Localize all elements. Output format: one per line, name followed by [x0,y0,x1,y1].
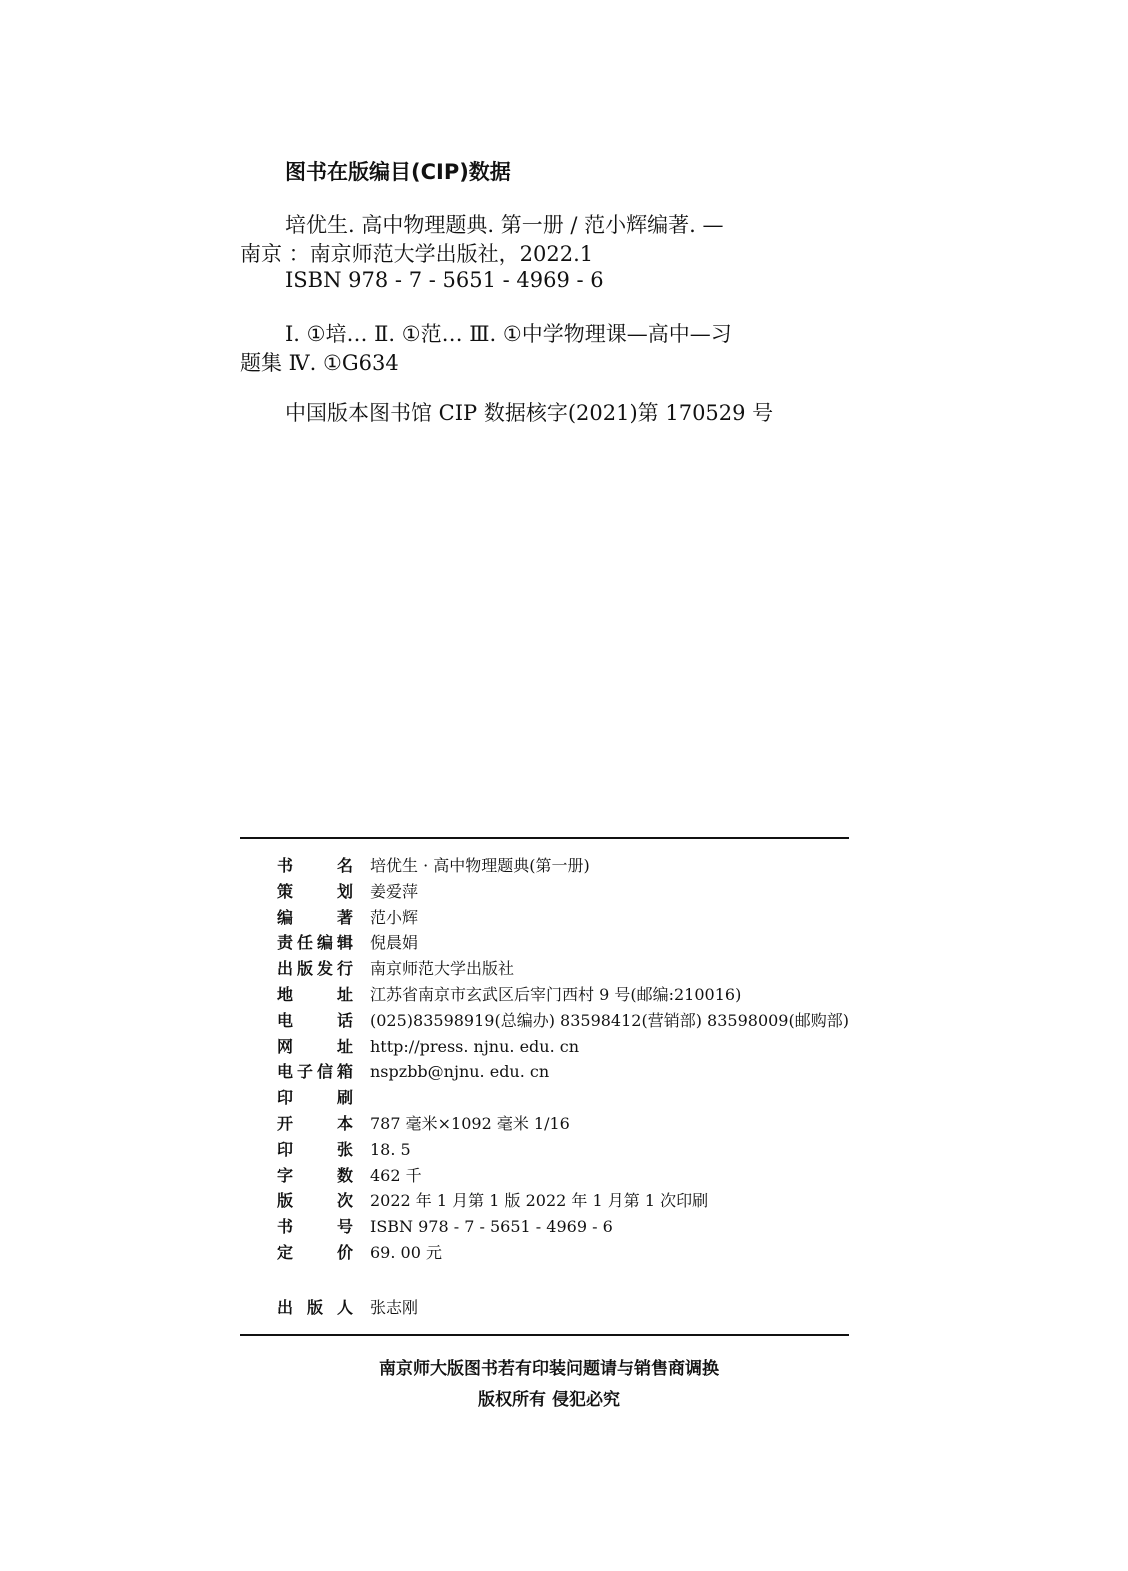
colophon-row-phone [277,1008,867,1034]
colophon-label: 责任编辑 [277,933,353,953]
colophon-label: 编著 [277,907,353,927]
colophon-value: 培优生 · 高中物理题典(第一册) [370,856,590,875]
colophon-value: 462 千 [370,1165,422,1185]
colophon-value: 南京师范大学出版社 [370,959,515,979]
colophon-value: 18. 5 [370,1139,411,1159]
colophon-row-website [277,1034,867,1060]
colophon-value: nspzbb@njnu. edu. cn [370,1062,550,1082]
cip-heading: 图书在版编目(CIP)数据 [285,160,511,184]
quality-notice: 南京师大版图书若有印装问题请与销售商调换 [379,1359,719,1379]
publisher-label: 出版人 [277,1298,353,1317]
cip-data-note: 中国版本图书馆 CIP 数据核字(2021)第 170529 号 [285,401,774,425]
colophon-value: 787 毫米×1092 毫米 1/16 [370,1113,570,1133]
colophon-label: 出版发行 [277,959,353,979]
colophon-row-author [277,905,867,931]
cip-subject-line-2: 题集 Ⅳ. ①G634 [240,351,399,375]
colophon-row-publisher [277,956,867,982]
colophon-value: 2022 年 1 月第 1 版 2022 年 1 月第 1 次印刷 [370,1191,709,1211]
colophon-row-format [277,1111,867,1137]
colophon-value: 倪晨娟 [370,933,419,953]
publisher-value: 张志刚 [370,1298,419,1317]
bottom-divider [240,1334,849,1336]
top-divider [240,837,849,839]
colophon-row-price [277,1240,867,1266]
colophon-row-email [277,1059,867,1085]
colophon-row-printer [277,1085,867,1111]
cip-isbn: ISBN 978 - 7 - 5651 - 4969 - 6 [285,268,604,292]
colophon-value: (025)83598919(总编办) 83598412(营销部) 83598009(邮购部) [370,1010,849,1030]
colophon-row-title [277,853,867,879]
colophon-row-sheets [277,1137,867,1163]
colophon-label: 网址 [277,1036,353,1056]
colophon-label: 开本 [277,1113,353,1133]
copyright-notice: 版权所有 侵犯必究 [478,1390,620,1410]
colophon-value: ISBN 978 - 7 - 5651 - 4969 - 6 [370,1217,613,1237]
colophon-label: 电子信箱 [277,1062,353,1082]
colophon-row-editor [277,930,867,956]
colophon-value: 69. 00 元 [370,1242,442,1262]
colophon-label: 印刷 [277,1088,353,1108]
colophon-row-address [277,982,867,1008]
colophon-table [277,853,867,1266]
colophon-label: 印张 [277,1139,353,1159]
cip-title-line-2: 南京 ：南京师范大学出版社，2022.1 [240,242,594,266]
colophon-label: 定价 [277,1242,353,1262]
colophon-value: 姜爱萍 [370,881,419,901]
colophon-row-planner [277,879,867,905]
colophon-label: 地址 [277,984,353,1004]
colophon-value: 江苏省南京市玄武区后宰门西村 9 号(邮编:210016) [370,984,742,1004]
colophon-label: 字数 [277,1165,353,1185]
colophon-label: 版次 [277,1191,353,1211]
colophon-value: 范小辉 [370,907,419,927]
cip-subject-line-1: Ⅰ. ①培… Ⅱ. ①范… Ⅲ. ①中学物理课—高中—习 [285,322,732,346]
cip-title-line-1: 培优生. 高中物理题典. 第一册 / 范小辉编著. — [285,213,724,237]
colophon-row-isbn [277,1214,867,1240]
colophon-row-issuer [277,1295,867,1321]
colophon-row-word-count [277,1163,867,1189]
colophon-row-edition [277,1188,867,1214]
colophon-value: http://press. njnu. edu. cn [370,1036,580,1056]
colophon-label: 策划 [277,881,353,901]
colophon-label: 电话 [277,1010,353,1030]
colophon-label: 书号 [277,1217,353,1237]
colophon-label: 书名 [277,856,353,875]
